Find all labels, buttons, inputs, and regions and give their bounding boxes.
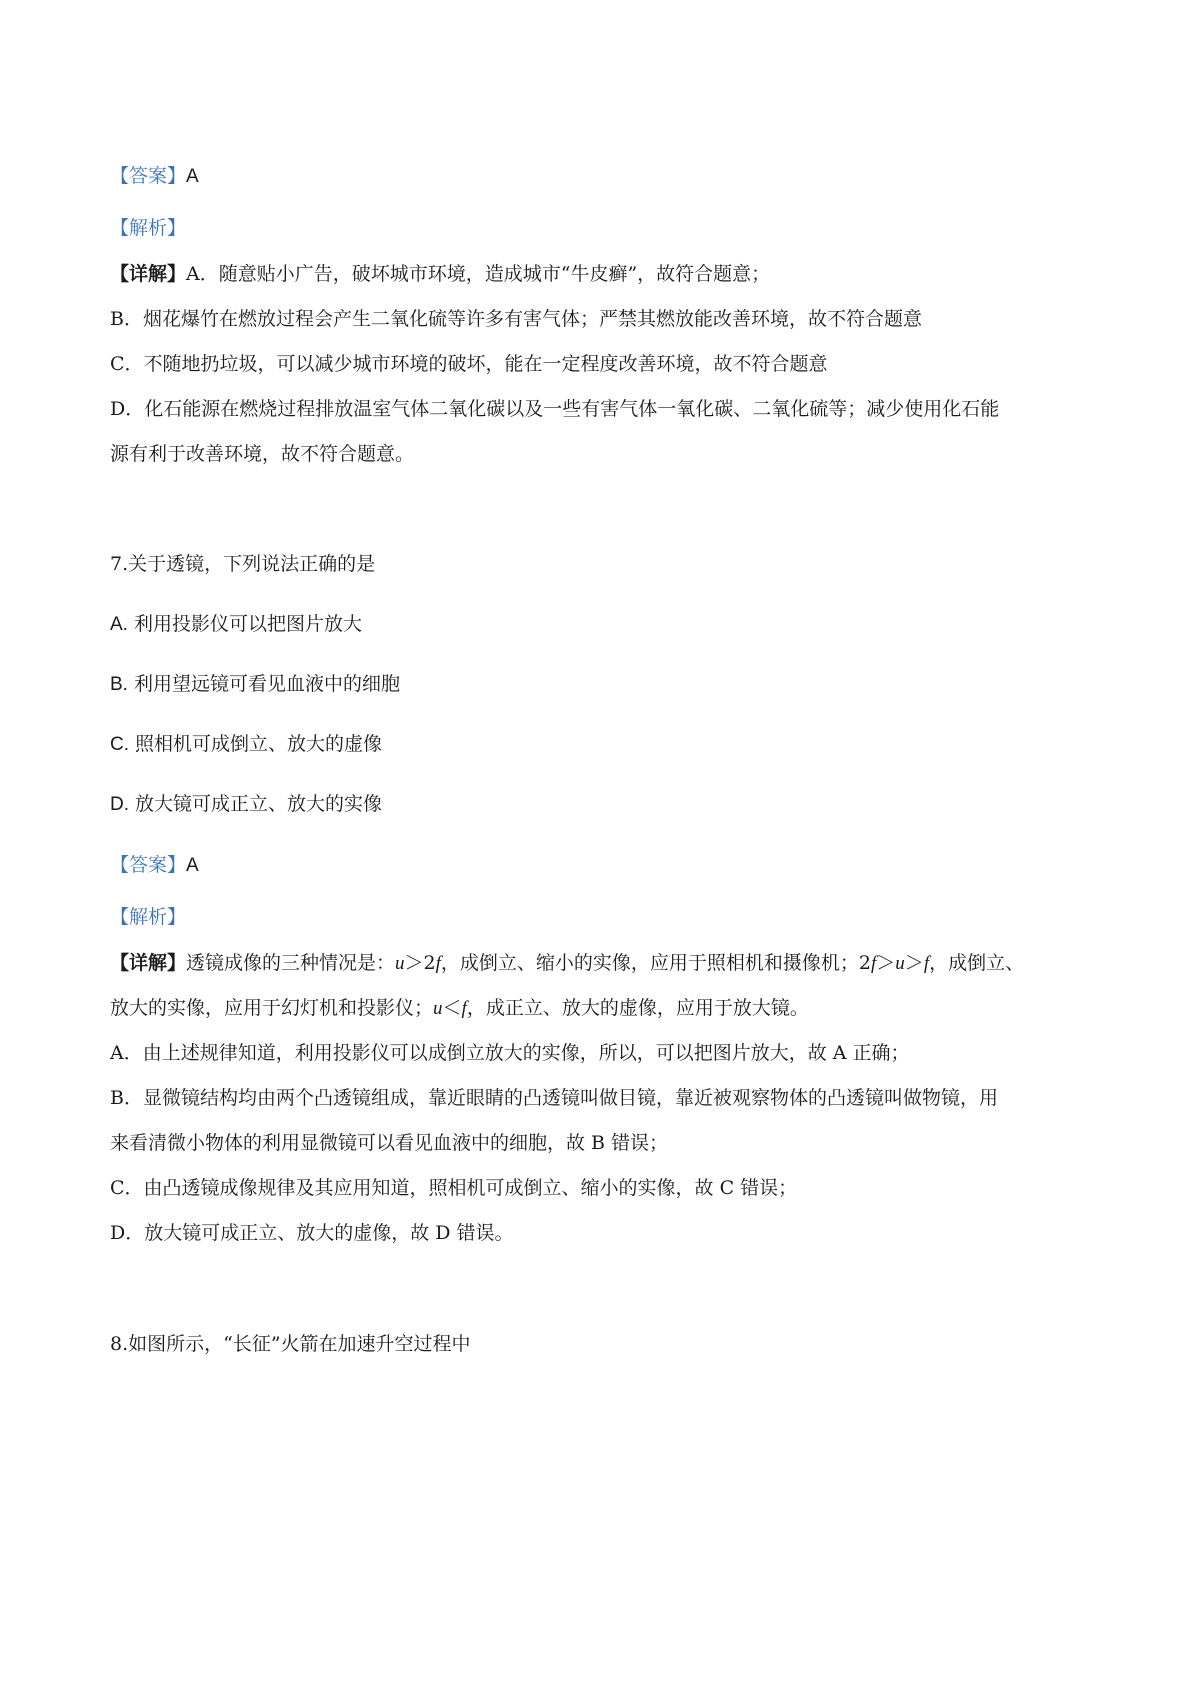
q6-detail-c: C．不随地扔垃圾，可以减少城市环境的破坏，能在一定程度改善环境，故不符合题意 <box>110 353 828 375</box>
q6-detail-b: B．烟花爆竹在燃放过程会产生二氧化硫等许多有害气体；严禁其燃放能改善环境，故不符合题意 <box>110 308 922 330</box>
math-sym: ＞ <box>876 952 896 974</box>
detail-text: ，成正立、放大的虚像，应用于放大镜。 <box>466 997 809 1019</box>
option-letter: B. <box>110 674 128 695</box>
q6-detail-d-line2: 源有利于改善环境，故不符合题意。 <box>110 443 415 465</box>
math-sym: ＞2 <box>404 952 436 974</box>
detail-tag: 【详解】 <box>110 263 187 285</box>
var-f: f <box>871 953 877 974</box>
q6-answer-line <box>110 162 1100 191</box>
var-f: f <box>435 953 441 974</box>
math-sym: ＞ <box>904 952 924 974</box>
q7-option-d <box>110 790 1100 819</box>
detail-tag: 【详解】 <box>110 952 187 974</box>
q7-detail-c: C．由凸透镜成像规律及其应用知道，照相机可成倒立、缩小的实像，故 C 错误； <box>110 1177 798 1199</box>
var-u: u <box>395 953 405 974</box>
answer-value: A <box>186 166 199 187</box>
analysis-tag: 【解析】 <box>110 906 187 928</box>
detail-text: ，成倒立、缩小的实像，应用于照相机和摄像机；2 <box>440 952 871 974</box>
q7-detail-d: D．放大镜可成正立、放大的虚像，故 D 错误。 <box>110 1222 514 1244</box>
answer-value: A <box>186 855 199 876</box>
option-letter: D. <box>110 794 129 815</box>
q7-option-c <box>110 730 1100 759</box>
option-text: 利用投影仪可以把图片放大 <box>134 613 363 635</box>
detail-text: 透镜成像的三种情况是： <box>186 952 396 974</box>
math-sym: ＜ <box>442 997 462 1019</box>
q6-detail-d-line1: D．化石能源在燃烧过程排放温室气体二氧化碳以及一些有害气体一氧化碳、二氧化硫等；减少使用化石能 <box>110 398 1000 420</box>
var-f: f <box>923 953 930 974</box>
q7-detail-a: A．由上述规律知道，利用投影仪可以成倒立放大的实像，所以，可以把图片放大，故 A 正确； <box>110 1042 910 1064</box>
q7-detail-p1 <box>110 949 1100 978</box>
q6-analysis-line <box>110 214 1100 242</box>
var-u: u <box>433 998 443 1019</box>
q8-question: 8.如图所示，“长征”火箭在加速升空过程中 <box>110 1333 471 1355</box>
option-text: 利用望远镜可看见血液中的细胞 <box>134 673 401 695</box>
option-text: 放大镜可成正立、放大的实像 <box>135 793 383 815</box>
q7-analysis-line <box>110 903 1100 931</box>
detail-text: ，成倒立、 <box>929 952 1025 974</box>
q7-detail-b-line2: 来看清微小物体的利用显微镜可以看见血液中的细胞，故 B 错误； <box>110 1132 669 1154</box>
analysis-tag: 【解析】 <box>110 217 187 239</box>
q7-answer-line <box>110 851 1100 880</box>
q6-detail-a <box>110 260 1100 288</box>
answer-tag: 【答案】 <box>110 165 187 187</box>
var-u: u <box>895 953 905 974</box>
answer-tag: 【答案】 <box>110 854 187 876</box>
var-f: f <box>461 998 467 1019</box>
option-letter: A. <box>110 614 128 635</box>
q7-option-b <box>110 670 1100 699</box>
q7-detail-b-line1: B．显微镜结构均由两个凸透镜组成，靠近眼睛的凸透镜叫做目镜，靠近被观察物体的凸透镜叫做物镜，用 <box>110 1087 998 1109</box>
option-text: 照相机可成倒立、放大的虚像 <box>135 733 383 755</box>
q7-question: 7.关于透镜，下列说法正确的是 <box>110 553 376 575</box>
detail-text: 放大的实像，应用于幻灯机和投影仪； <box>110 997 434 1019</box>
option-letter: C. <box>110 734 129 755</box>
q7-option-a <box>110 610 1100 639</box>
detail-text: A．随意贴小广告，破坏城市环境，造成城市“牛皮癣”，故符合题意； <box>186 263 771 285</box>
q7-detail-p2 <box>110 994 1100 1023</box>
